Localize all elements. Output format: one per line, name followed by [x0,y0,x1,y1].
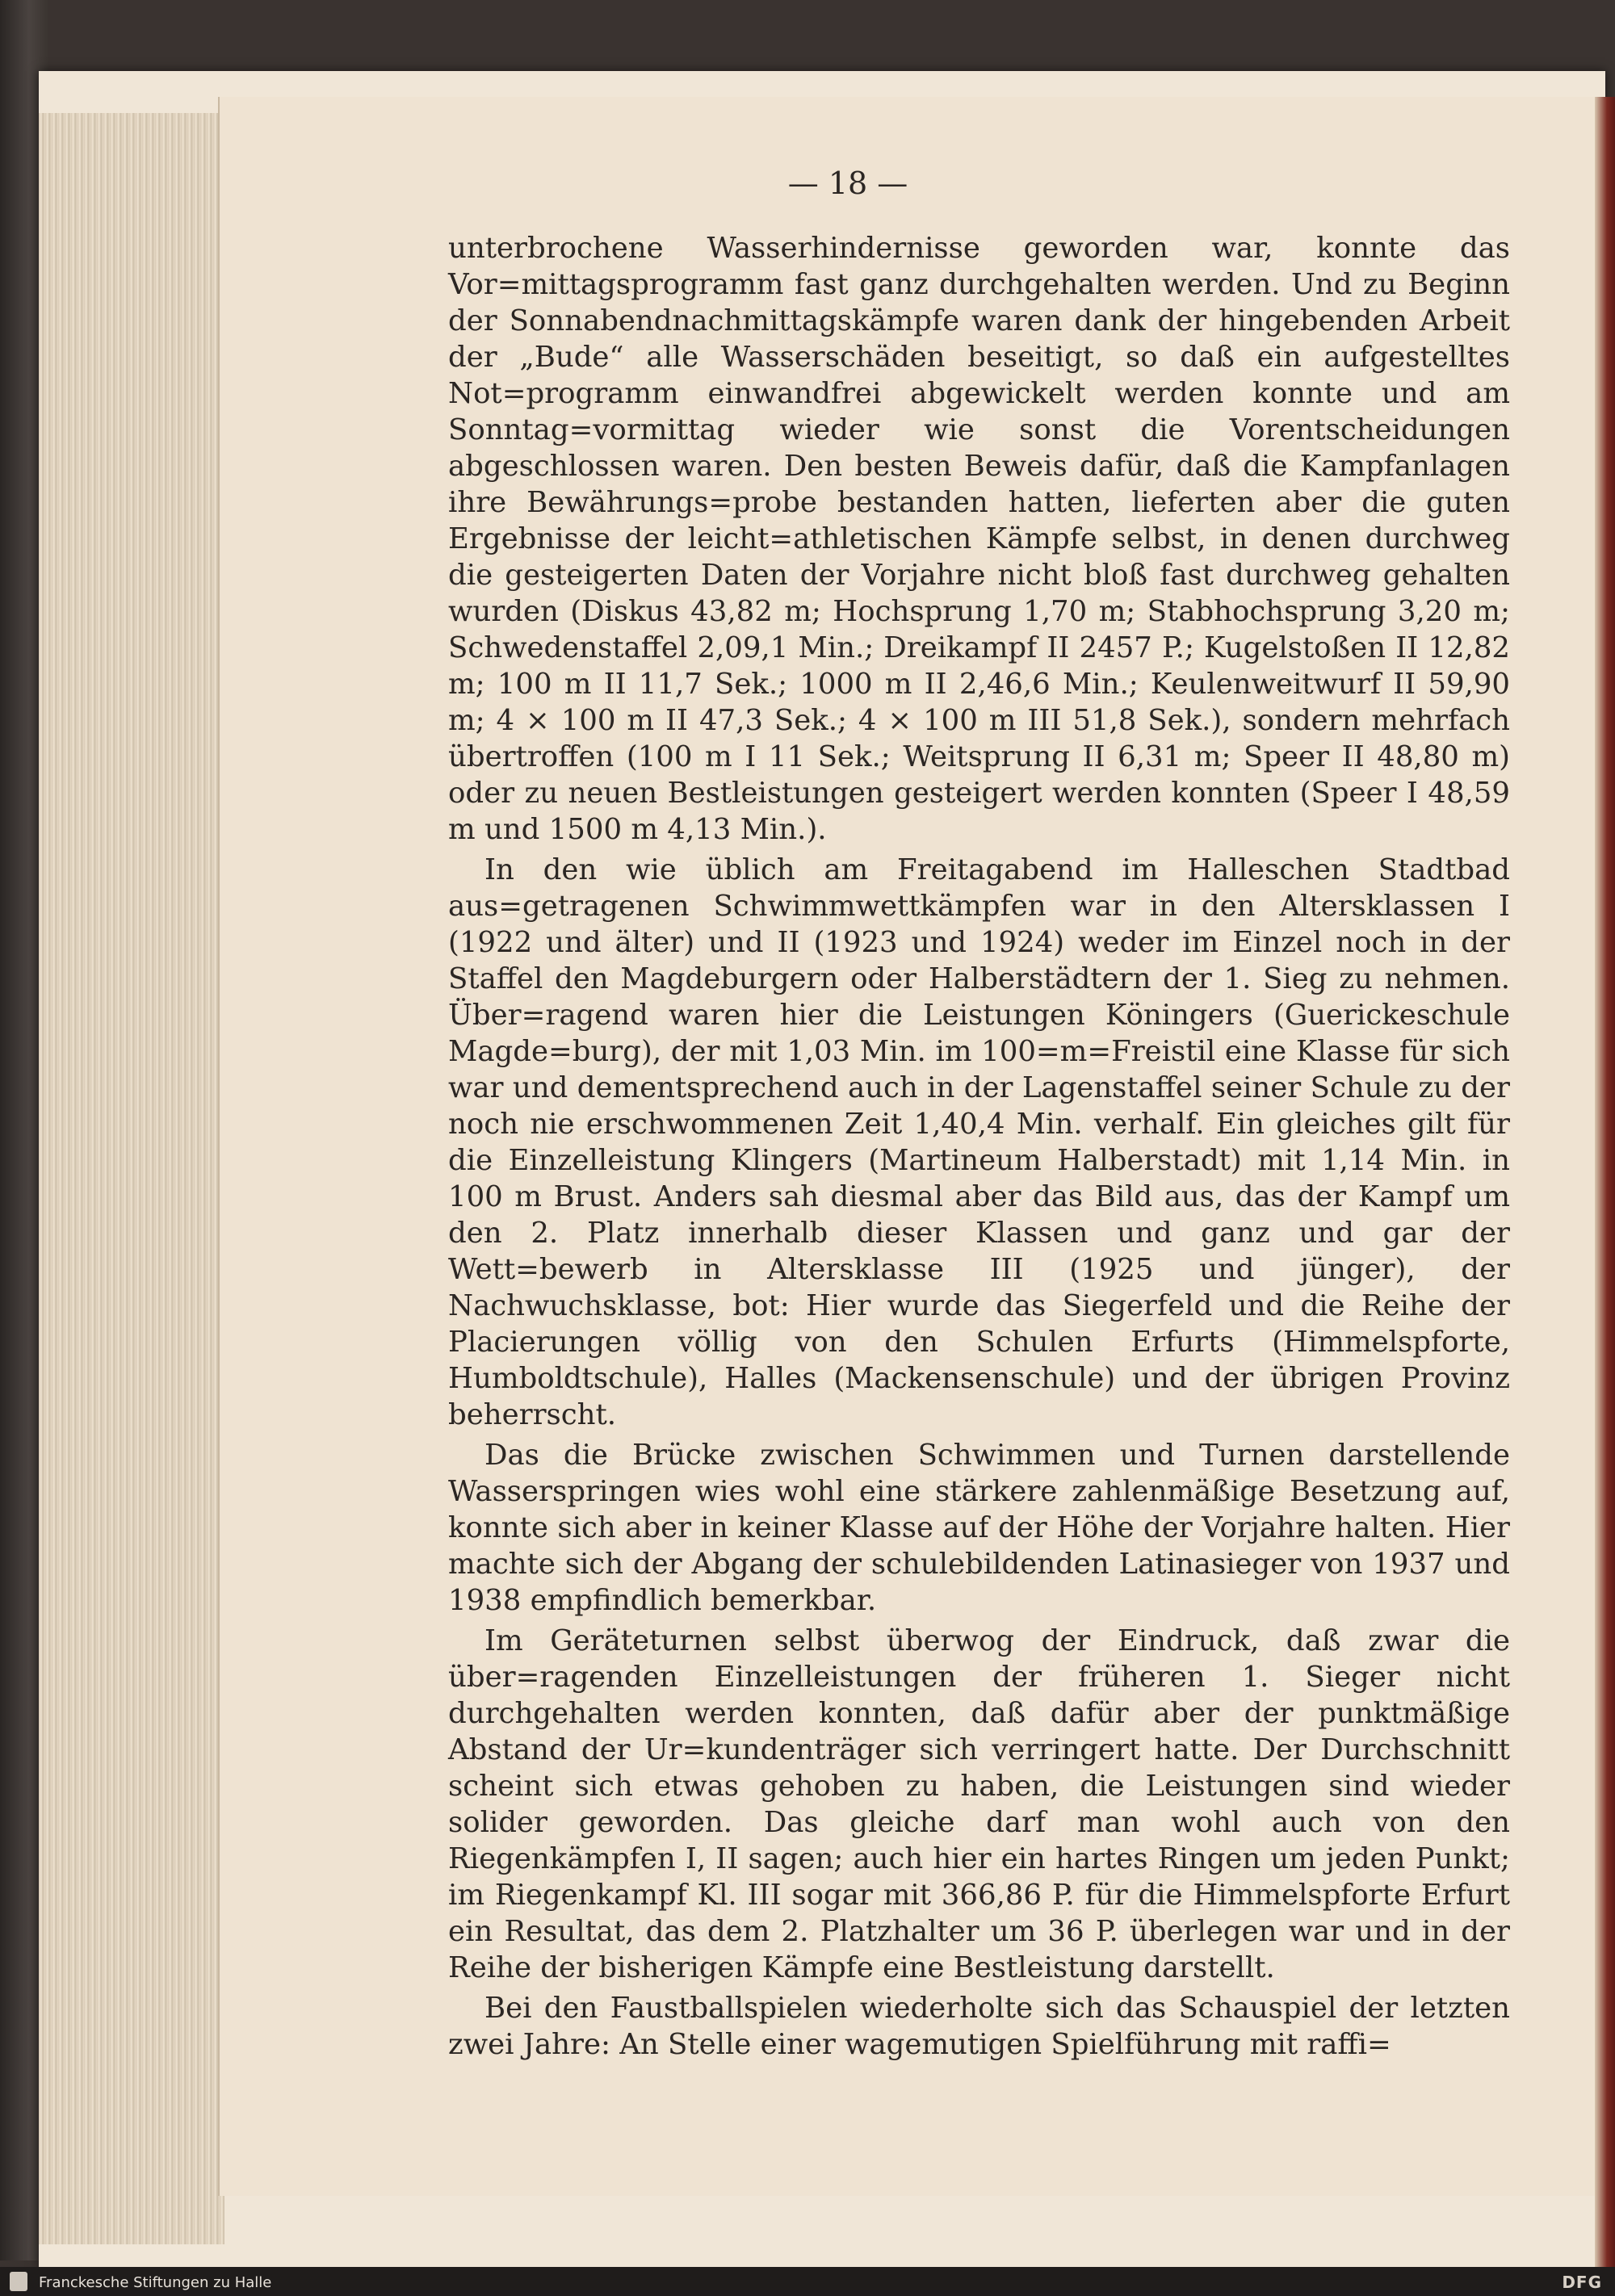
paragraph-5: Bei den Faustballspielen wiederholte sich das Schauspiel der letzten zwei Jahre: An Stelle einer wagemutigen Spielführung mit raffi= [448,1992,1510,2061]
paragraph-1: unterbrochene Wasserhindernisse geworden war, konnte das Vor=mittagsprogramm fast ganz durchgehalten werden. Und zu Beginn der Sonnabendnachmittagskämpfe waren dank der hingebenden Arbeit der „Bude“ alle Wasserschäden beseitigt, so daß ein aufgestelltes Not=programm einwandfrei abgewickelt werden konnte und am Sonntag=vormittag wieder wie sonst die Vorentscheidungen abgeschlossen waren. Den besten Beweis dafür, daß die Kampfanlagen ihre Bewährungs=probe bestanden hatten, lieferten aber die guten Ergebnisse der leicht=athletischen Kämpfe selbst, in denen durchweg die gesteigerten Daten der Vorjahre nicht bloß fast durchweg gehalten wurden (Diskus 43,82 m; Hochsprung 1,70 m; Stabhochsprung 3,20 m; Schwedenstaffel 2,09,1 Min.; Dreikampf II 2457 P.; Kugelstoßen II 12,82 m; 100 m II 11,7 Sek.; 1000 m II 2,46,6 Min.; Keulenweitwurf II 59,90 m; 4 × 100 m II 47,3 Sek.; 4 × 100 m III 51,8 Sek.), sondern mehrfach übertroffen (100 m I 11 Sek.; Weitsprung II 6,31 m; Speer II 48,80 m) oder zu neuen Bestleistungen gesteigert werden konnten (Speer I 48,59 m und 1500 m 4,13 Min.). [448,232,1510,846]
paragraph-3: Das die Brücke zwischen Schwimmen und Turnen darstellende Wasserspringen wies wohl eine stärkere zahlenmäßige Besetzung auf, konnte sich aber in keiner Klasse auf der Höhe der Vorjahre halten. Hier machte sich der Abgang der schulebildenden Latinasieger von 1937 und 1938 empfindlich bemerkbar. [448,1439,1510,1617]
institution-logo-icon [10,2272,27,2291]
paragraph-4: Im Geräteturnen selbst überwog der Eindruck, daß zwar die über=ragenden Einzelleistungen der früheren 1. Sieger nicht durchgehalten werden konnten, daß dafür aber der punktmäßige Abstand der Ur=kundenträger sich verringert hatte. Der Durchschnitt scheint sich etwas gehoben zu haben, die Leistungen sind wieder solider geworden. Das gleiche darf man wohl auch von den Riegenkämpfen I, II sagen; auch hier ein hartes Ringen um jeden Punkt; im Riegenkampf Kl. III sogar mit 366,86 P. für die Himmelspforte Erfurt ein Resultat, das dem 2. Platzhalter um 36 P. überlegen war und in der Reihe der bisherigen Kämpfe eine Bestleistung darstellt. [448,1624,1510,1984]
page-text [448,230,1510,2063]
dfg-logo: DFG [1562,2273,1602,2292]
institution-name: Franckesche Stiftungen zu Halle [39,2274,272,2291]
page-number: — 18 — [787,165,908,201]
page-edges [39,113,224,2244]
paragraph-2: In den wie üblich am Freitagabend im Halleschen Stadtbad aus=getragenen Schwimmwettkämpfen war in den Altersklassen I (1922 und älter) und II (1923 und 1924) weder im Einzel noch in der Staffel den Magdeburgern oder Halberstädtern der 1. Sieg zu nehmen. Über=ragend waren hier die Leistungen Köningers (Guerickeschule Magde=burg), der mit 1,03 Min. im 100=m=Freistil eine Klasse für sich war und dementsprechend auch in der Lagenstaffel seiner Schule zu der noch nie erschwommenen Zeit 1,40,4 Min. verhalf. Ein gleiches gilt für die Einzelleistung Klingers (Martineum Halberstadt) mit 1,14 Min. in 100 m Brust. Anders sah diesmal aber das Bild aus, das der Kampf um den 2. Platz innerhalb dieser Klassen und ganz und gar der Wett=bewerb in Altersklasse III (1925 und jünger), der Nachwuchsklasse, bot: Hier wurde das Siegerfeld und die Reihe der Placierungen völlig von den Schulen Erfurts (Himmelspforte, Humboldtschule), Halles (Mackensenschule) und der übrigen Provinz beherrscht. [448,853,1510,1431]
book-right-edge [1595,97,1615,2269]
viewer-footer [0,2267,1615,2296]
